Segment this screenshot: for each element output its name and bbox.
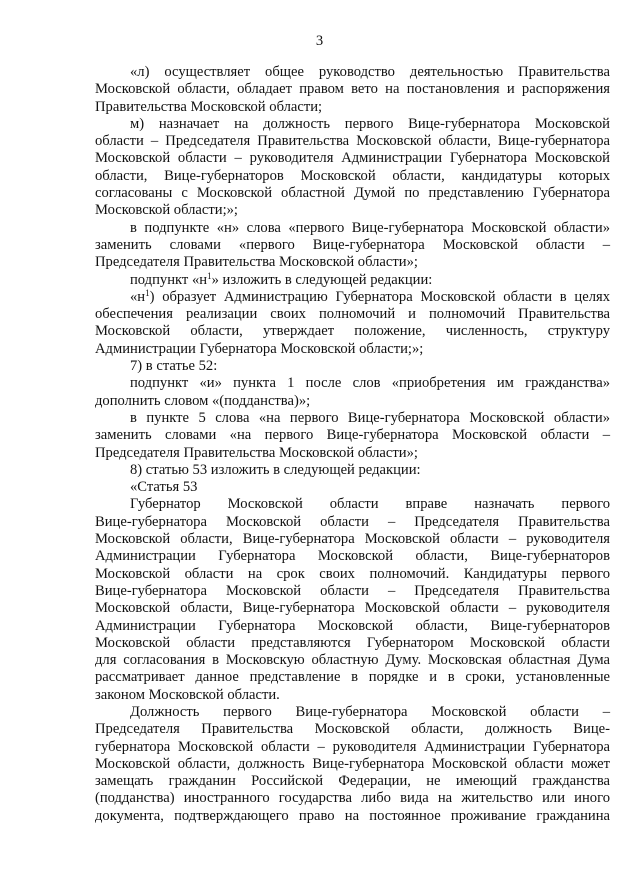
text-line [95,514,610,531]
text-line [95,687,610,704]
text-line [95,254,610,271]
document-body [95,64,610,825]
text-line [95,427,610,444]
line-text: «н [130,288,146,305]
text-line [95,739,610,756]
line-text: заменить словами «первого Вице-губернатора Московской области – [95,236,610,253]
text-line [95,721,610,738]
line-text: Правительства Московской области; [95,98,323,115]
line-text: «л) осуществляет общее руководство деятельностью Правительства [130,64,610,80]
line-text: (подданства) иностранного государства либо вида на жительство или иного [95,790,610,807]
line-text: м) назначает на должность первого Вице-губернатора Московской [130,115,610,132]
text-line [95,168,610,185]
text-line [95,375,610,392]
text-line [95,116,610,133]
line-text: законом Московской области. [95,686,280,703]
line-text: Московской области, Вице-губернатора Московской области – руководителя [95,531,610,548]
line-text: Председателя Правительства Московской области»; [95,254,418,271]
line-text: Губернатор Московской области вправе назначать первого [130,496,610,513]
text-line [95,566,610,583]
text-line [95,790,610,807]
line-text: Московской области;»; [95,202,238,219]
line-text: области – Председателя Правительства Московской области, Вице-губернатора [95,133,610,150]
text-line [95,462,610,479]
line-text: Председателя Правительства Московской области»; [95,444,418,461]
line-text: 8) статью 53 изложить в следующей редакции: [130,461,421,478]
text-line [95,306,610,323]
line-text: Администрации Губернатора Московской области, Вице-губернаторов [95,617,610,634]
text-line [95,272,610,289]
line-text: согласованы с Московской областной Думой по представлению Губернатора [95,185,610,202]
page-number: 3 [315,33,324,49]
line-text: подпункт «и» пункта 1 после слов «приобретения им гражданства» [130,375,610,392]
line-text: для согласования в Московскую областную Думу. Московская областная Дума [95,652,610,669]
line-text: Вице-губернатора Московской области – Председателя Правительства [95,513,610,530]
text-line [95,410,610,427]
text-line [95,583,610,600]
text-line [95,133,610,150]
line-text: Московской области – руководителя Администрации Губернатора Московской [95,150,610,167]
text-line [95,618,610,635]
text-line [95,756,610,773]
text-line [95,704,610,721]
text-line [95,652,610,669]
line-text: документа, подтверждающего право на постоянное проживание гражданина [95,807,610,824]
text-line [95,185,610,202]
text-line [95,531,610,548]
line-text: заменить словами «на первого Вице-губернатора Московской области – [95,427,610,444]
line-text: Председателя Правительства Московской области, должность Вице- [95,721,610,738]
line-text: Московской области, должность Вице-губернатора Московской области может [95,755,610,772]
line-text: обеспечения реализации своих полномочий и полномочий Правительства [95,306,610,323]
text-line [95,237,610,254]
text-line [95,496,610,513]
superscript: 1 [207,270,212,281]
text-line [95,635,610,652]
superscript: 1 [145,287,150,298]
text-line [95,445,610,462]
line-text: в подпункте «н» слова «первого Вице-губернатора Московской области» [130,219,610,236]
text-line [95,99,610,116]
line-text-tail: ) образует Администрацию Губернатора Московской области в целях [149,288,610,305]
text-line [95,323,610,340]
line-text: дополнить словом «(подданства)»; [95,392,311,409]
text-line [95,289,610,306]
text-line [95,808,610,825]
text-line [95,81,610,98]
text-line [95,600,610,617]
line-text: Московской области представляются Губернатором Московской области [95,634,610,651]
text-line [95,773,610,790]
line-text: области, Вице-губернаторов Московской области, кандидатуры которых [95,167,610,184]
line-text: Московской области, обладает правом вето на постановления и распоряжения [95,81,610,98]
text-line [95,548,610,565]
text-line [95,220,610,237]
line-text: рассматривает данное представление в порядке и в сроки, установленные [95,669,610,686]
line-text: Московской области, утверждает положение, численность, структуру [95,323,610,340]
line-text-tail: » изложить в следующей редакции: [211,271,433,288]
line-text: в пункте 5 слова «на первого Вице-губернатора Московской области» [130,409,610,426]
line-text: Администрации Губернатора Московской области, Вице-губернаторов [95,548,610,565]
text-line [95,358,610,375]
line-text: 7) в статье 52: [130,358,218,375]
text-line [95,341,610,358]
text-line [95,479,610,496]
line-text: Администрации Губернатора Московской области;»; [95,340,424,357]
line-text: «Статья 53 [130,479,198,496]
text-line [95,64,610,81]
text-line [95,393,610,410]
line-text: Должность первого Вице-губернатора Московской области – [130,703,610,720]
text-line [95,150,610,167]
line-text: Вице-губернатора Московской области – Председателя Правительства [95,582,610,599]
line-text: губернатора Московской области – руководителя Администрации Губернатора [95,738,610,755]
line-text: Московской области на срок своих полномочий. Кандидатуры первого [95,565,610,582]
line-text: замещать гражданин Российской Федерации, не имеющий гражданства [95,773,610,790]
text-line [95,202,610,219]
line-text: Московской области, Вице-губернатора Московской области – руководителя [95,600,610,617]
text-line [95,669,610,686]
line-text: подпункт «н [130,271,208,288]
